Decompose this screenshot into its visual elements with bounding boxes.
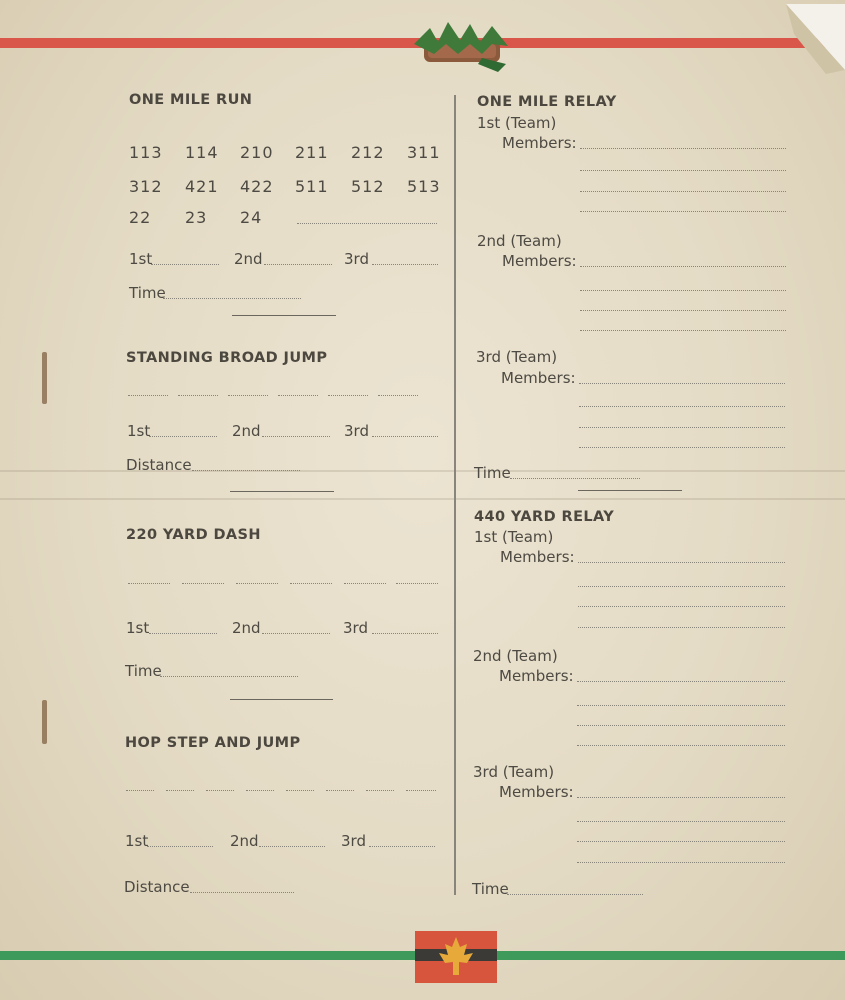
pine-log-emblem-icon	[412, 14, 512, 74]
entry-line[interactable]	[378, 395, 418, 396]
member-field[interactable]	[577, 862, 785, 863]
place-2nd-field[interactable]	[262, 436, 330, 437]
time-label: Time	[472, 880, 509, 898]
members-label: Members:	[501, 369, 576, 387]
hop-step-jump-title: HOP STEP AND JUMP	[125, 735, 301, 751]
team-place: 1st (Team)	[477, 114, 557, 132]
place-2nd-field[interactable]	[264, 264, 332, 265]
entry-line[interactable]	[206, 790, 234, 791]
section-rule	[232, 315, 336, 316]
entry-line[interactable]	[128, 395, 168, 396]
place-label-1st: 1st	[126, 619, 150, 637]
entry-line[interactable]	[228, 395, 268, 396]
section-rule	[578, 490, 682, 491]
time-label: Time	[125, 662, 162, 680]
member-field[interactable]	[580, 170, 786, 171]
run-number: 513	[407, 177, 441, 196]
member-field[interactable]	[580, 211, 786, 212]
staple-mark	[42, 352, 47, 404]
member-field[interactable]	[579, 406, 785, 407]
run-number: 311	[407, 143, 441, 162]
members-label: Members:	[500, 548, 575, 566]
distance-field[interactable]	[192, 470, 300, 471]
time-label: Time	[129, 284, 166, 302]
column-divider	[454, 95, 456, 895]
entry-line[interactable]	[182, 583, 224, 584]
standing-broad-jump-title: STANDING BROAD JUMP	[126, 350, 328, 366]
member-field[interactable]	[580, 191, 786, 192]
distance-field[interactable]	[190, 892, 294, 893]
member-field[interactable]	[578, 562, 785, 563]
members-label: Members:	[499, 783, 574, 801]
run-number: 511	[295, 177, 329, 196]
run-number: 23	[185, 208, 208, 227]
place-label-3rd: 3rd	[341, 832, 366, 850]
member-field[interactable]	[577, 681, 785, 682]
member-field[interactable]	[578, 627, 785, 628]
section-rule	[230, 699, 333, 700]
time-field[interactable]	[507, 894, 643, 895]
member-field[interactable]	[577, 705, 785, 706]
entry-line[interactable]	[286, 790, 314, 791]
team-place: 2nd (Team)	[473, 647, 558, 665]
place-2nd-field[interactable]	[259, 846, 325, 847]
member-field[interactable]	[579, 427, 785, 428]
entry-line[interactable]	[290, 583, 332, 584]
place-label-1st: 1st	[129, 250, 153, 268]
440-yard-relay-title: 440 YARD RELAY	[474, 509, 615, 525]
entry-line[interactable]	[366, 790, 394, 791]
team-place: 2nd (Team)	[477, 232, 562, 250]
place-label-3rd: 3rd	[343, 619, 368, 637]
place-1st-field[interactable]	[149, 436, 217, 437]
member-field[interactable]	[578, 606, 785, 607]
entry-line[interactable]	[326, 790, 354, 791]
paper-crease	[0, 498, 845, 500]
entry-line[interactable]	[396, 583, 438, 584]
run-number: 24	[240, 208, 263, 227]
entry-line[interactable]	[128, 583, 170, 584]
place-label-2nd: 2nd	[230, 832, 259, 850]
distance-label: Distance	[124, 878, 190, 896]
place-3rd-field[interactable]	[372, 436, 438, 437]
members-label: Members:	[499, 667, 574, 685]
staple-mark	[42, 700, 47, 744]
place-label-2nd: 2nd	[234, 250, 263, 268]
member-field[interactable]	[577, 797, 785, 798]
run-number: 312	[129, 177, 163, 196]
run-number: 422	[240, 177, 274, 196]
distance-label: Distance	[126, 456, 192, 474]
members-label: Members:	[502, 134, 577, 152]
section-rule	[230, 491, 334, 492]
entry-line[interactable]	[236, 583, 278, 584]
place-label-1st: 1st	[125, 832, 149, 850]
entry-line[interactable]	[246, 790, 274, 791]
run-number: 512	[351, 177, 385, 196]
place-1st-field[interactable]	[149, 633, 217, 634]
member-field[interactable]	[580, 290, 786, 291]
place-3rd-field[interactable]	[369, 846, 435, 847]
member-field[interactable]	[577, 745, 785, 746]
place-label-3rd: 3rd	[344, 250, 369, 268]
place-3rd-field[interactable]	[372, 264, 438, 265]
member-field[interactable]	[579, 447, 785, 448]
one-mile-run-title: ONE MILE RUN	[129, 92, 253, 108]
member-field[interactable]	[577, 725, 785, 726]
team-place: 1st (Team)	[474, 528, 554, 546]
maple-leaf-emblem-icon	[415, 931, 497, 983]
time-field[interactable]	[510, 478, 640, 479]
place-3rd-field[interactable]	[372, 633, 438, 634]
member-field[interactable]	[577, 821, 785, 822]
entry-line[interactable]	[166, 790, 194, 791]
220-yard-dash-title: 220 YARD DASH	[126, 527, 261, 543]
place-label-2nd: 2nd	[232, 619, 261, 637]
place-label-1st: 1st	[127, 422, 151, 440]
place-label-3rd: 3rd	[344, 422, 369, 440]
entry-line[interactable]	[406, 790, 436, 791]
time-label: Time	[474, 464, 511, 482]
run-number: 421	[185, 177, 219, 196]
entry-line[interactable]	[328, 395, 368, 396]
run-number: 22	[129, 208, 152, 227]
member-field[interactable]	[580, 148, 786, 149]
place-2nd-field[interactable]	[262, 633, 330, 634]
entry-line[interactable]	[344, 583, 386, 584]
blank-line[interactable]	[297, 223, 437, 224]
place-1st-field[interactable]	[147, 846, 213, 847]
members-label: Members:	[502, 252, 577, 270]
entry-line[interactable]	[178, 395, 218, 396]
folded-corner	[786, 4, 845, 74]
place-label-2nd: 2nd	[232, 422, 261, 440]
team-place: 3rd (Team)	[473, 763, 555, 781]
member-field[interactable]	[578, 586, 785, 587]
run-number: 210	[240, 143, 274, 162]
team-place: 3rd (Team)	[476, 348, 558, 366]
run-number: 211	[295, 143, 329, 162]
member-field[interactable]	[577, 841, 785, 842]
run-number: 113	[129, 143, 163, 162]
member-field[interactable]	[580, 310, 786, 311]
member-field[interactable]	[579, 383, 785, 384]
time-field[interactable]	[163, 298, 301, 299]
member-field[interactable]	[580, 330, 786, 331]
time-field[interactable]	[160, 676, 298, 677]
run-number: 114	[185, 143, 219, 162]
entry-line[interactable]	[126, 790, 154, 791]
run-number: 212	[351, 143, 385, 162]
one-mile-relay-title: ONE MILE RELAY	[477, 94, 617, 110]
entry-line[interactable]	[278, 395, 318, 396]
place-1st-field[interactable]	[151, 264, 219, 265]
member-field[interactable]	[580, 266, 786, 267]
